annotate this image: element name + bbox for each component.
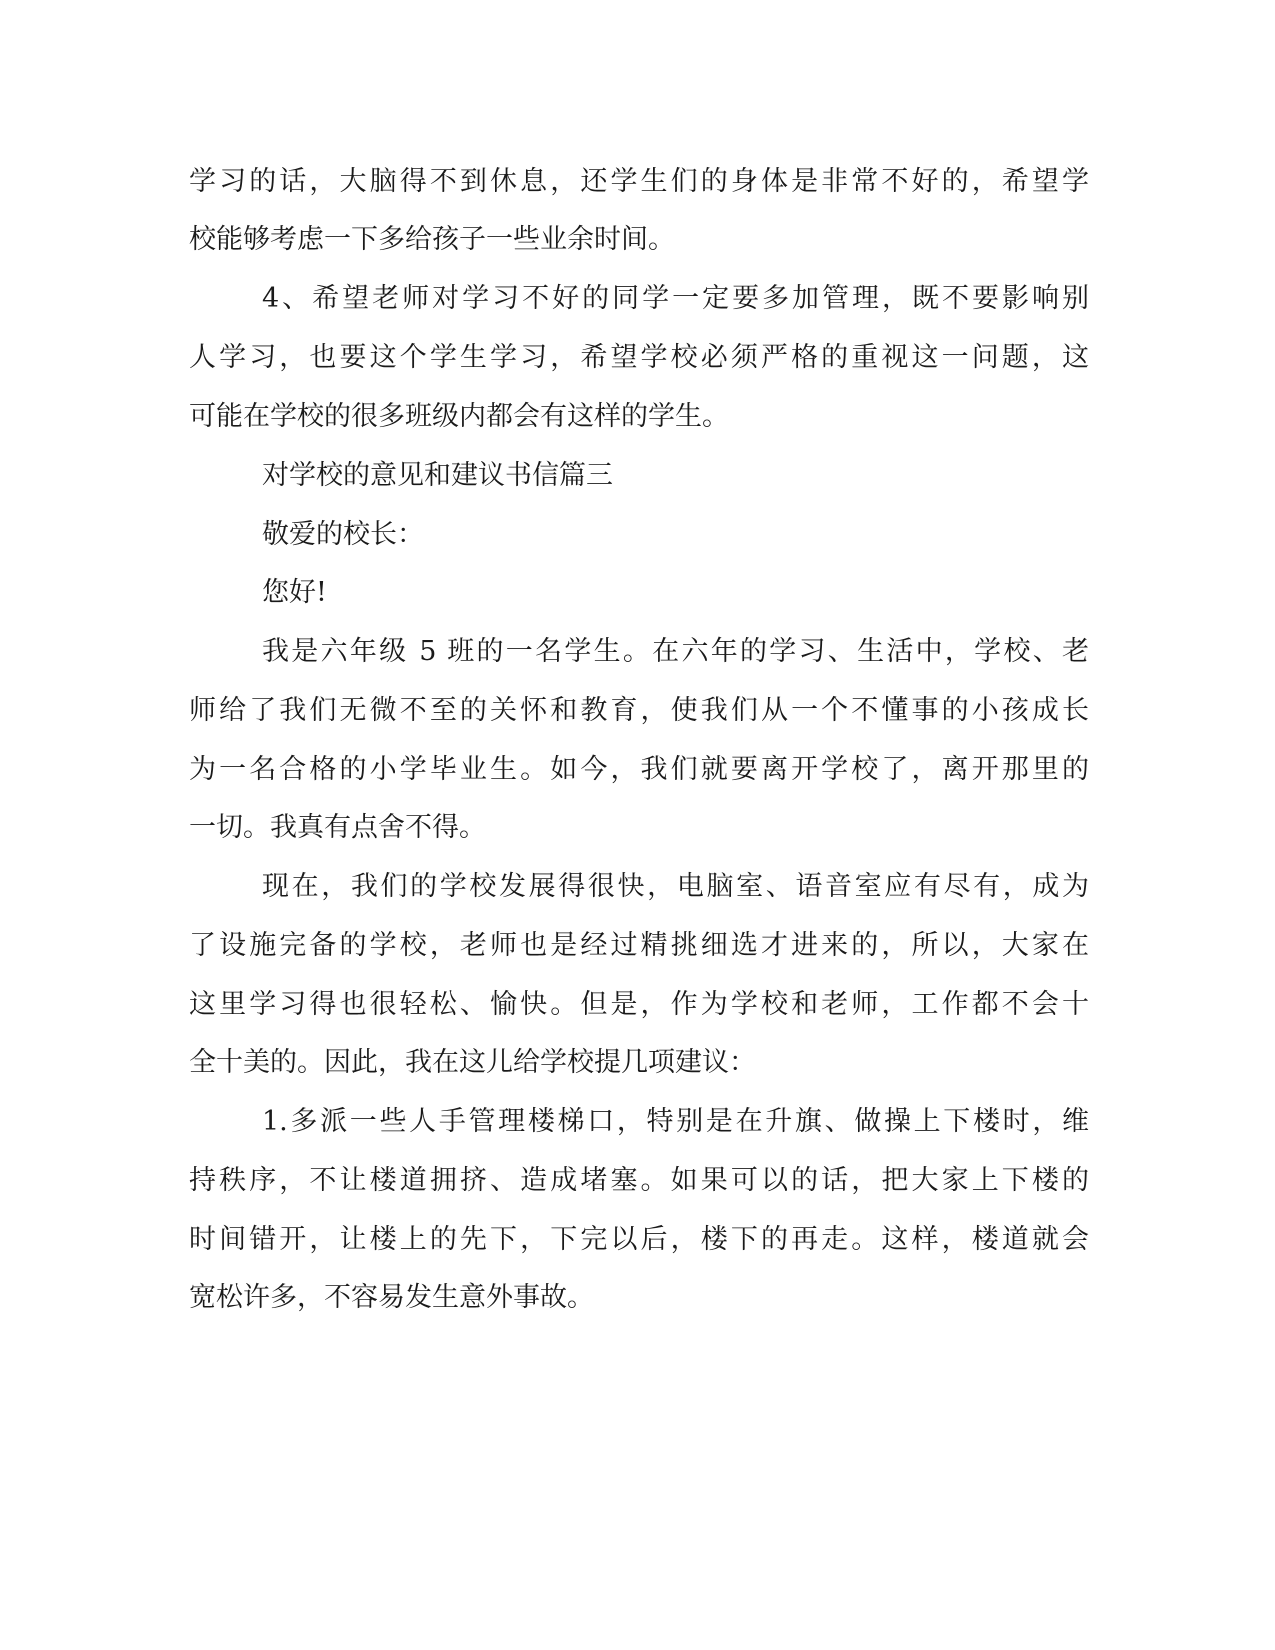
text-line: 了设施完备的学校，老师也是经过精挑细选才进来的，所以，大家在 bbox=[189, 930, 1089, 961]
text-line: 这里学习得也很轻松、愉快。但是，作为学校和老师，工作都不会十 bbox=[189, 989, 1089, 1020]
salutation: 敬爱的校长： bbox=[262, 519, 424, 550]
text-line: 时间错开，让楼上的先下，下完以后，楼下的再走。这样，楼道就会 bbox=[189, 1224, 1089, 1255]
greeting: 您好! bbox=[262, 577, 327, 608]
text-line: 全十美的。因此，我在这儿给学校提几项建议： bbox=[189, 1047, 756, 1078]
text-line: 人学习，也要这个学生学习，希望学校必须严格的重视这一问题，这 bbox=[189, 342, 1089, 373]
text-line: 1.多派一些人手管理楼梯口，特别是在升旗、做操上下楼时，维 bbox=[262, 1106, 1089, 1137]
text-line: 我是六年级 5 班的一名学生。在六年的学习、生活中，学校、老 bbox=[262, 636, 1089, 667]
section-heading: 对学校的意见和建议书信篇三 bbox=[262, 460, 613, 491]
text-line: 为一名合格的小学毕业生。如今，我们就要离开学校了，离开那里的 bbox=[189, 754, 1089, 785]
text-line: 4、希望老师对学习不好的同学一定要多加管理，既不要影响别 bbox=[262, 283, 1089, 314]
text-line: 可能在学校的很多班级内都会有这样的学生。 bbox=[189, 401, 729, 432]
text-line: 持秩序，不让楼道拥挤、造成堵塞。如果可以的话，把大家上下楼的 bbox=[189, 1165, 1089, 1196]
text-line: 师给了我们无微不至的关怀和教育，使我们从一个不懂事的小孩成长 bbox=[189, 695, 1089, 726]
text-line: 现在，我们的学校发展得很快，电脑室、语音室应有尽有，成为 bbox=[262, 871, 1089, 902]
text-line: 一切。我真有点舍不得。 bbox=[189, 812, 486, 843]
text-line: 校能够考虑一下多给孩子一些业余时间。 bbox=[189, 224, 675, 255]
text-line: 宽松许多，不容易发生意外事故。 bbox=[189, 1282, 594, 1313]
text-line: 学习的话，大脑得不到休息，还学生们的身体是非常不好的，希望学 bbox=[189, 166, 1089, 197]
